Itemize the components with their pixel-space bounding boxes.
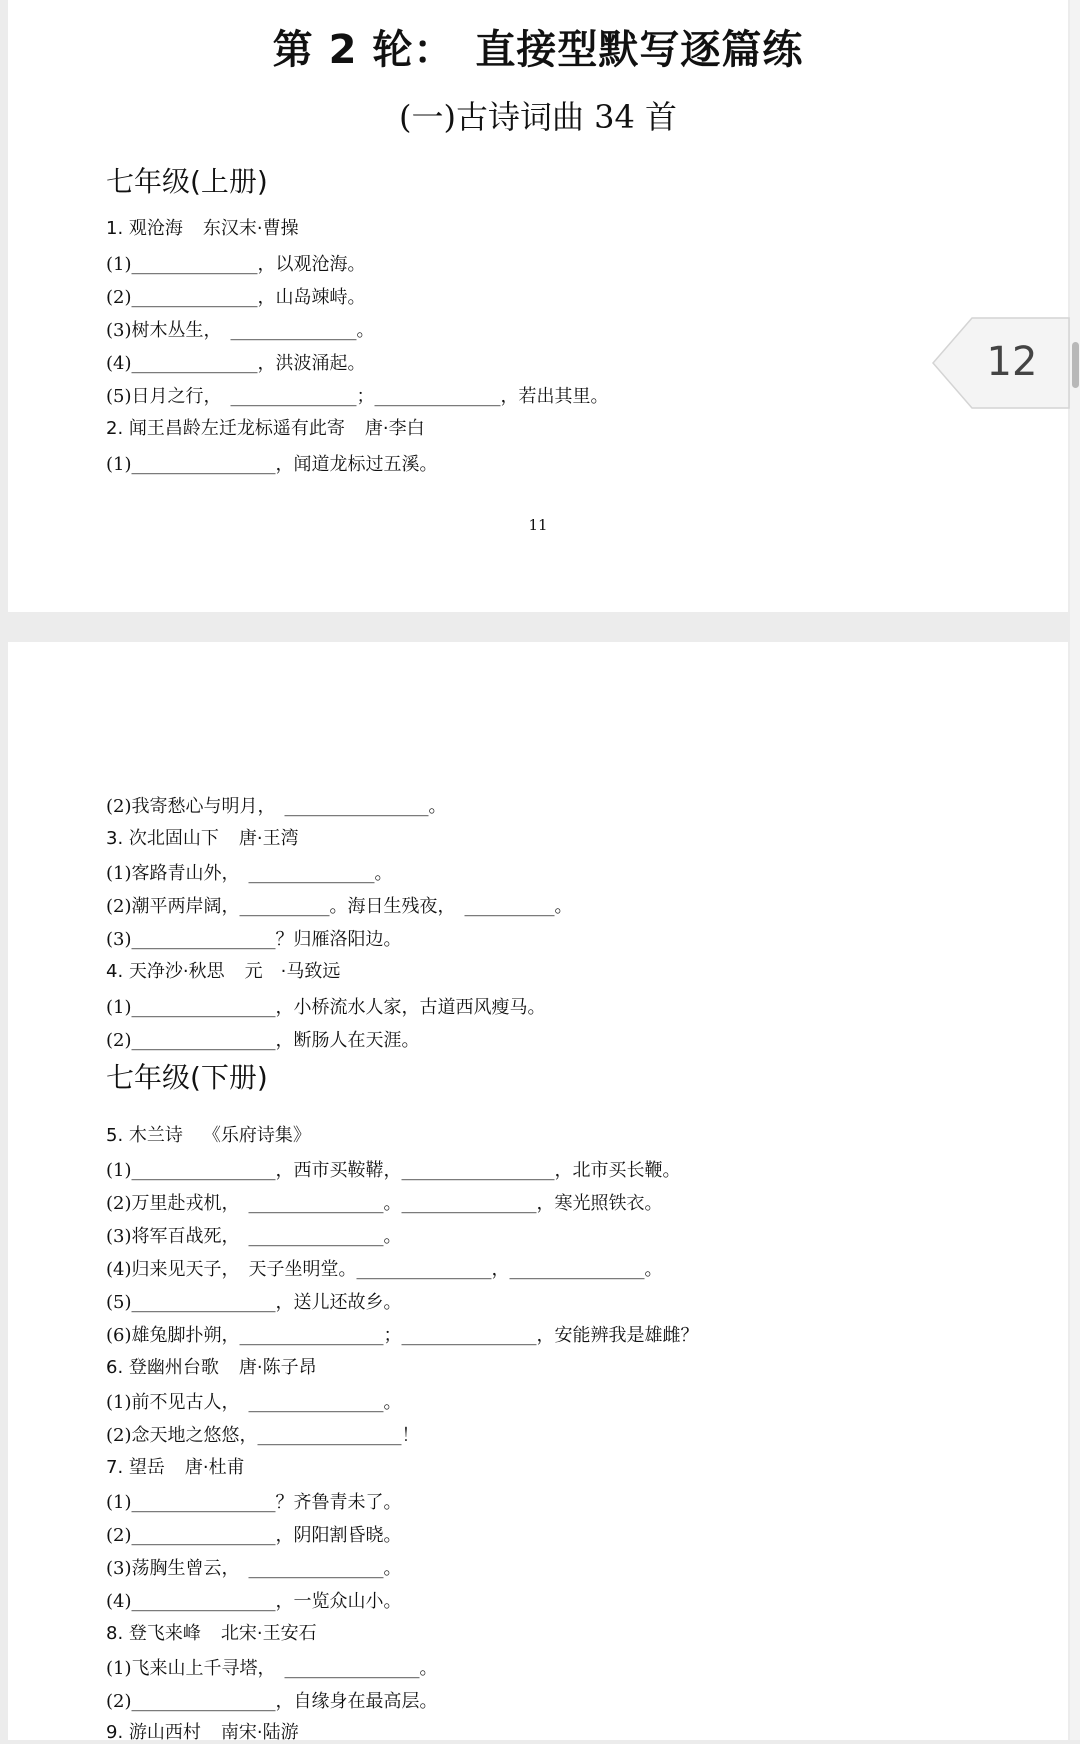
poem-title (106, 214, 299, 240)
poem-author: 唐·陈子昂 (238, 1357, 317, 1378)
fill-blank-line: (2)________________，阴阳割昏晓。 (106, 1525, 402, 1546)
fill-blank-line: (2)______________，山岛竦峙。 (106, 287, 366, 308)
grade-heading: 七年级(下册) (106, 1061, 268, 1094)
document-page-12 (8, 642, 1068, 1743)
scrollbar-thumb[interactable] (1072, 342, 1079, 388)
fill-blank-line: (3)荡胸生曾云， _______________。 (106, 1558, 402, 1579)
page-indicator-number: 12 (986, 339, 1038, 385)
fill-blank-line: (5)日月之行， ______________；______________，若出其里。 (106, 386, 609, 407)
fill-blank-line: (1)________________，闻道龙标过五溪。 (106, 454, 438, 475)
fill-blank-line: (4)______________，洪波涌起。 (106, 353, 366, 374)
poem-author: 唐·李白 (364, 418, 425, 439)
fill-blank-line: (1)________________？齐鲁青未了。 (106, 1492, 402, 1513)
poem-name: 9. 游山西村 (106, 1722, 201, 1743)
fill-blank-line: (2)________________，断肠人在天涯。 (106, 1030, 420, 1051)
page-number: 11 (528, 516, 548, 534)
poem-title (106, 824, 299, 850)
poem-author: 唐·杜甫 (184, 1457, 245, 1478)
poem-title (106, 1453, 245, 1479)
document-page-11 (8, 0, 1068, 612)
page-indicator-badge (932, 317, 1070, 409)
grade-heading: 七年级(上册) (106, 165, 268, 198)
poem-title (106, 414, 425, 440)
poem-title (106, 1121, 311, 1147)
fill-blank-line: (1)________________，小桥流水人家，古道西风瘦马。 (106, 997, 546, 1018)
fill-blank-line: (2)万里赴戎机， _______________。_______________，寒光照铁衣。 (106, 1193, 663, 1214)
poem-author: 北宋·王安石 (220, 1623, 317, 1644)
fill-blank-line: (4)________________，一览众山小。 (106, 1591, 402, 1612)
fill-blank-line: (1)前不见古人， _______________。 (106, 1392, 402, 1413)
fill-blank-line: (1)客路青山外， ______________。 (106, 863, 393, 884)
fill-blank-line: (3)________________？归雁洛阳边。 (106, 929, 402, 950)
poem-author: 东汉末·曹操 (202, 218, 299, 239)
fill-blank-line: (2)我寄愁心与明月， ________________。 (106, 796, 447, 817)
fill-blank-line: (1)________________，西市买鞍鞯，_________________，北市买长鞭。 (106, 1160, 681, 1181)
poem-title (106, 1718, 299, 1744)
fill-blank-line: (2)潮平两岸阔，__________。海日生残夜， __________。 (106, 896, 573, 917)
poem-author: 唐·王湾 (238, 828, 299, 849)
fill-blank-line: (2)________________，自缘身在最高层。 (106, 1691, 438, 1712)
poem-name: 7. 望岳 (106, 1457, 165, 1478)
poem-author: 元 ·马致远 (244, 961, 341, 982)
poem-name: 5. 木兰诗 (106, 1125, 183, 1146)
page-title: 第 2 轮： 直接型默写逐篇练 (272, 27, 804, 73)
poem-author: 《乐府诗集》 (202, 1125, 311, 1146)
fill-blank-line: (2)念天地之悠悠，________________！ (106, 1425, 420, 1446)
fill-blank-line: (4)归来见天子， 天子坐明堂。_______________，_______________。 (106, 1259, 663, 1280)
poem-name: 4. 天净沙·秋思 (106, 961, 225, 982)
fill-blank-line: (3)树木丛生， ______________。 (106, 320, 375, 341)
poem-author: 南宋·陆游 (220, 1722, 299, 1743)
poem-name: 8. 登飞来峰 (106, 1623, 201, 1644)
fill-blank-line: (6)雄兔脚扑朔，________________；_______________，安能辨我是雄雌？ (106, 1325, 699, 1346)
fill-blank-line: (3)将军百战死， _______________。 (106, 1226, 402, 1247)
poem-title (106, 1353, 317, 1379)
scrollbar[interactable] (1070, 0, 1080, 1740)
page-subtitle: (一)古诗词曲 34 首 (398, 98, 678, 136)
fill-blank-line: (5)________________，送儿还故乡。 (106, 1292, 402, 1313)
poem-name: 1. 观沧海 (106, 218, 183, 239)
poem-name: 3. 次北固山下 (106, 828, 219, 849)
poem-name: 6. 登幽州台歌 (106, 1357, 219, 1378)
poem-title (106, 1619, 317, 1645)
poem-title (106, 957, 340, 983)
fill-blank-line: (1)飞来山上千寻塔， _______________。 (106, 1658, 438, 1679)
poem-name: 2. 闻王昌龄左迁龙标遥有此寄 (106, 418, 345, 439)
fill-blank-line: (1)______________，以观沧海。 (106, 254, 366, 275)
